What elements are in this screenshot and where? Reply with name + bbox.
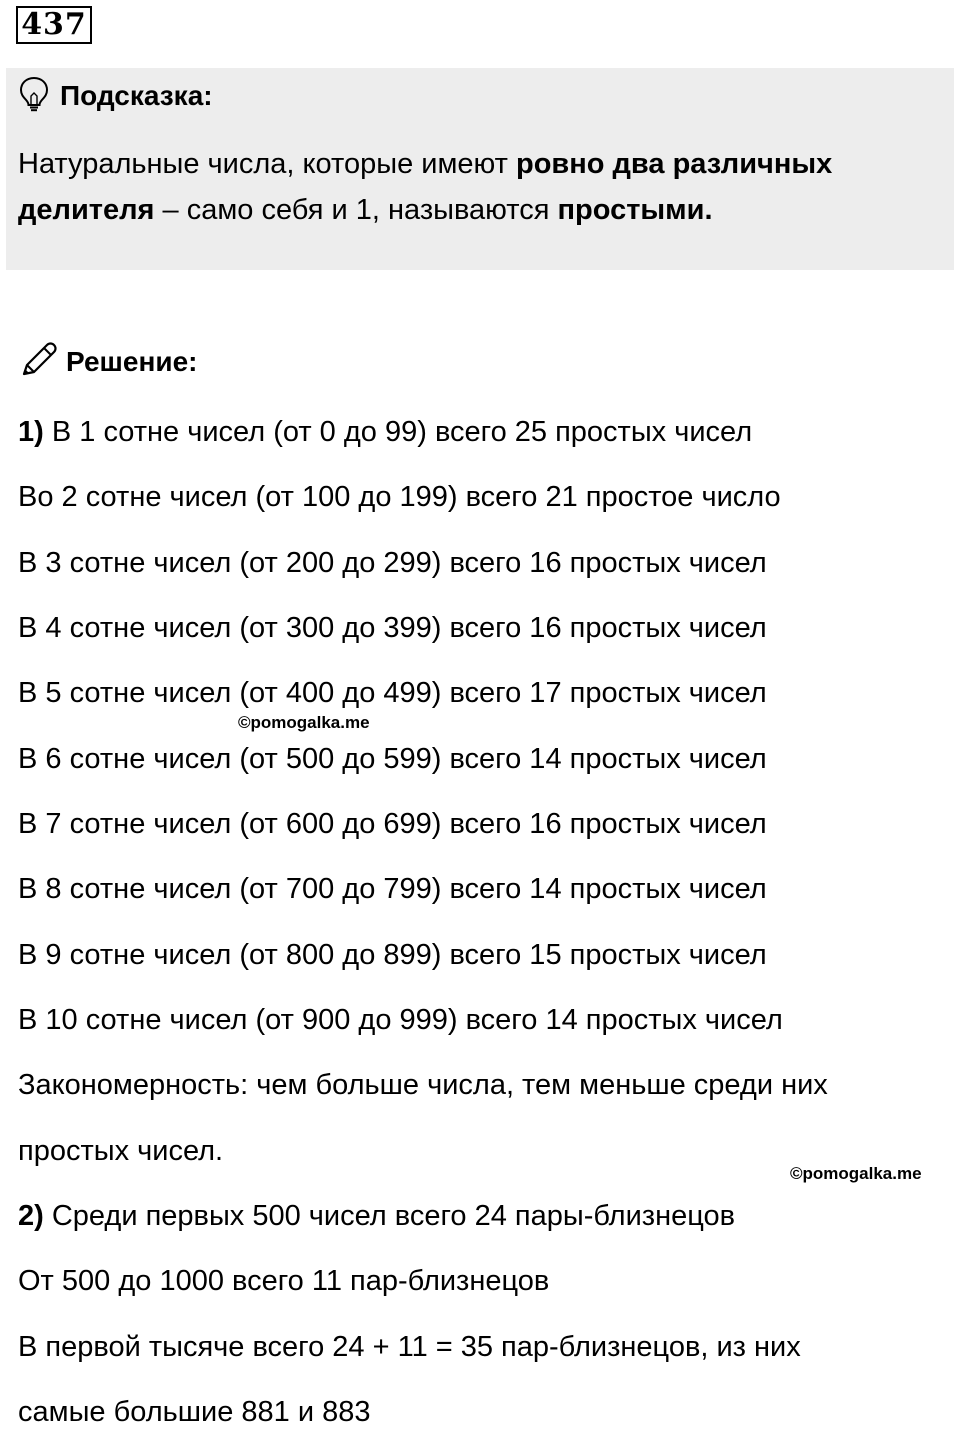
part2-marker: 2) — [18, 1200, 44, 1232]
solution-line: В 6 сотне чисел (от 500 до 599) всего 14 простых чисел — [18, 743, 767, 775]
watermark: ©pomogalka.me — [238, 713, 370, 732]
solution-line: простых чисел. — [18, 1135, 224, 1167]
solution-line: В первой тысяче всего 24 + 11 = 35 пар-близнецов, из них — [18, 1331, 801, 1363]
solution-line-text: В 1 сотне чисел (от 0 до 99) всего 25 простых чисел — [43, 416, 753, 448]
solution-line: От 500 до 1000 всего 11 пар-близнецов — [18, 1265, 550, 1297]
watermark: ©pomogalka.me — [790, 1164, 922, 1183]
solution-line — [18, 1198, 735, 1234]
solution-line: Закономерность: чем больше числа, тем меньше среди них — [18, 1069, 828, 1101]
solution-line: Во 2 сотне чисел (от 100 до 199) всего 21 простое число — [18, 481, 781, 513]
hint-bold-prime: простыми. — [557, 194, 713, 226]
lightbulb-icon — [18, 76, 60, 117]
hint-header — [18, 78, 213, 114]
solution-line: В 4 сотне чисел (от 300 до 399) всего 16 простых чисел — [18, 612, 767, 644]
part1-marker: 1) — [18, 416, 44, 448]
pencil-icon — [18, 340, 66, 385]
solution-line-text: Среди первых 500 чисел всего 24 пары-близнецов — [43, 1200, 736, 1232]
solution-line: В 10 сотне чисел (от 900 до 999) всего 14 простых чисел — [18, 1004, 783, 1036]
task-number: 437 — [16, 6, 92, 44]
solution-line: В 7 сотне чисел (от 600 до 699) всего 16 простых чисел — [18, 808, 767, 840]
solution-line: В 9 сотне чисел (от 800 до 899) всего 15 простых чисел — [18, 939, 767, 971]
hint-text-part1: Натуральные числа, которые имеют — [18, 148, 516, 180]
hint-title: Подсказка: — [60, 80, 213, 111]
solution-line: В 3 сотне чисел (от 200 до 299) всего 16 простых чисел — [18, 547, 767, 579]
solution-title: Решение: — [66, 346, 198, 377]
solution-line: самые большие 881 и 883 — [18, 1396, 371, 1428]
solution-line — [18, 414, 752, 450]
solution-line: В 5 сотне чисел (от 400 до 499) всего 17 простых чисел — [18, 677, 767, 709]
solution-line: В 8 сотне чисел (от 700 до 799) всего 14 простых чисел — [18, 873, 767, 905]
hint-text-part2: – само себя и 1, называются — [154, 194, 558, 226]
solution-header — [18, 342, 197, 382]
hint-bold-term: ровно два различных делителя — [18, 148, 833, 226]
hint-text — [18, 141, 938, 233]
